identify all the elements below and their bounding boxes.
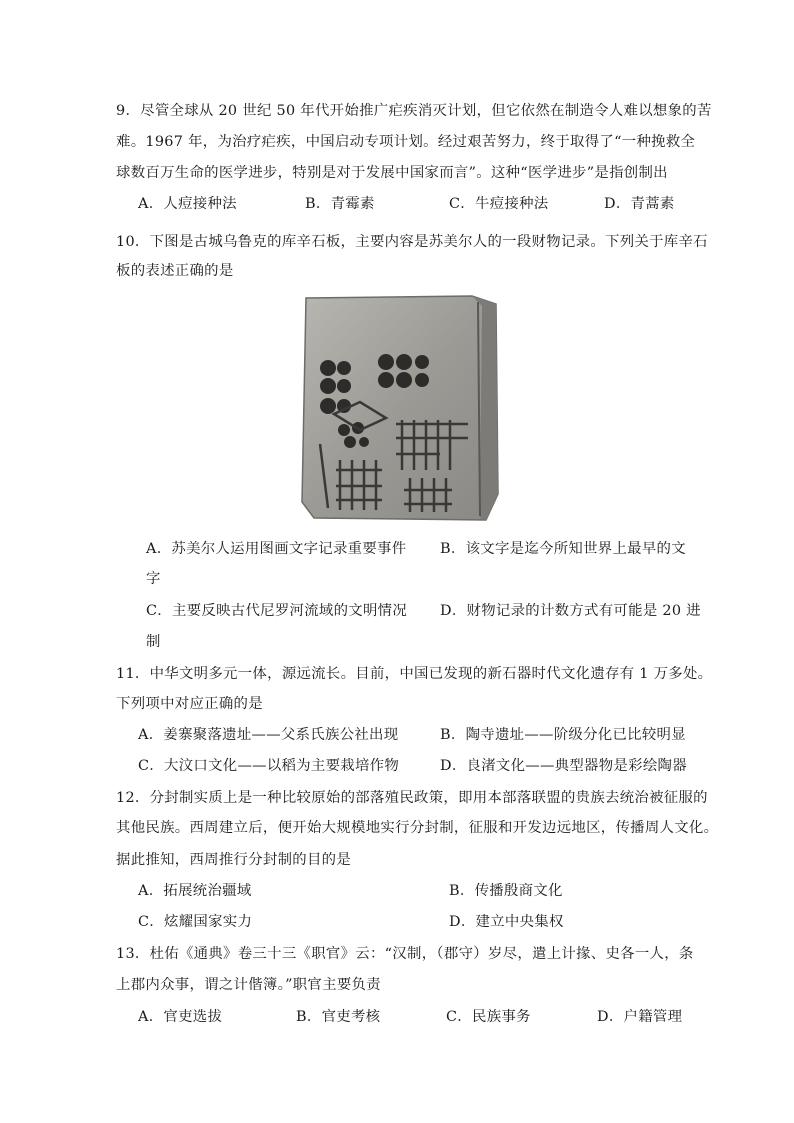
q11-option-a: A．姜寨聚落遗址——父系氏族公社出现 [138,727,399,743]
q12-option-c: C．炫耀国家实力 [138,914,253,930]
q10-option-c: C．主要反映古代尼罗河流域的文明情况 [146,603,408,619]
q11-stem-line1: 11．中华文明多元一体，源远流长。目前，中国已发现的新石器时代文化遗存有 1 万多处。 [116,666,713,682]
q12-option-d: D．建立中央集权 [449,914,564,930]
q9-stem-line1: 9．尽管全球从 20 世纪 50 年代开始推广疟疾消灭计划，但它依然在制造令人难以想象的苦 [116,103,712,119]
q10-stem-line2: 板的表述正确的是 [116,263,234,279]
q11-option-c: C．大汶口文化——以稻为主要栽培作物 [138,758,400,774]
q11-option-b: B．陶寺遗址——阶级分化已比较明显 [440,727,686,743]
q12-stem-line3: 据此推知，西周推行分封制的目的是 [116,852,352,868]
q10-stem-line1: 10．下图是古城乌鲁克的库辛石板，主要内容是苏美尔人的一段财物记录。下列关于库辛石 [116,234,708,250]
q11-stem-line2: 下列项中对应正确的是 [116,696,263,712]
q12-stem-line2: 其他民族。西周建立后，便开始大规模地实行分封制，征服和开发边远地区，传播周人文化。 [116,820,719,836]
q9-stem-line3: 球数百万生命的医学进步，特别是对于发展中国家而言”。这种“医学进步”是指创制出 [116,165,668,181]
q9-stem-line2: 难。1967 年，为治疗疟疾，中国启动专项计划。经过艰苦努力，终于取得了“一种挽救全 [116,134,696,150]
kushim-tablet-image [300,294,500,522]
q11-option-d: D．良渚文化——典型器物是彩绘陶器 [440,758,687,774]
q13-option-c: C．民族事务 [446,1009,531,1025]
q10-option-d-cont: 制 [146,634,161,650]
q10-option-d: D．财物记录的计数方式有可能是 20 进 [440,603,701,619]
q12-option-b: B．传播殷商文化 [449,883,563,899]
q12-stem-line1: 12．分封制实质上是一种比较原始的部落殖民政策，即用本部落联盟的贵族去统治被征服的 [116,790,708,806]
q10-option-b-cont: 字 [146,571,161,587]
q13-stem-line2: 上郡内众事，谓之计偕簿。”职官主要负责 [116,977,381,993]
kushim-tablet-drawing [300,294,500,522]
q9-option-b: B．青霉素 [305,196,375,212]
q13-stem-line1: 13．杜佑《通典》卷三十三《职官》云：“汉制，（郡守）岁尽，遣上计掾、史各一人，条 [116,946,694,962]
q9-option-d: D．青蒿素 [604,196,675,212]
q9-option-a: A．人痘接种法 [138,196,237,212]
q12-option-a: A．拓展统治疆域 [138,883,252,899]
q10-option-b: B．该文字是迄今所知世界上最早的文 [440,541,686,557]
q13-option-a: A．官吏选拔 [138,1009,223,1025]
q13-option-b: B．官吏考核 [296,1009,381,1025]
q10-option-a: A．苏美尔人运用图画文字记录重要事件 [146,541,407,557]
q13-option-d: D．户籍管理 [597,1009,683,1025]
q9-option-c: C．牛痘接种法 [449,196,549,212]
